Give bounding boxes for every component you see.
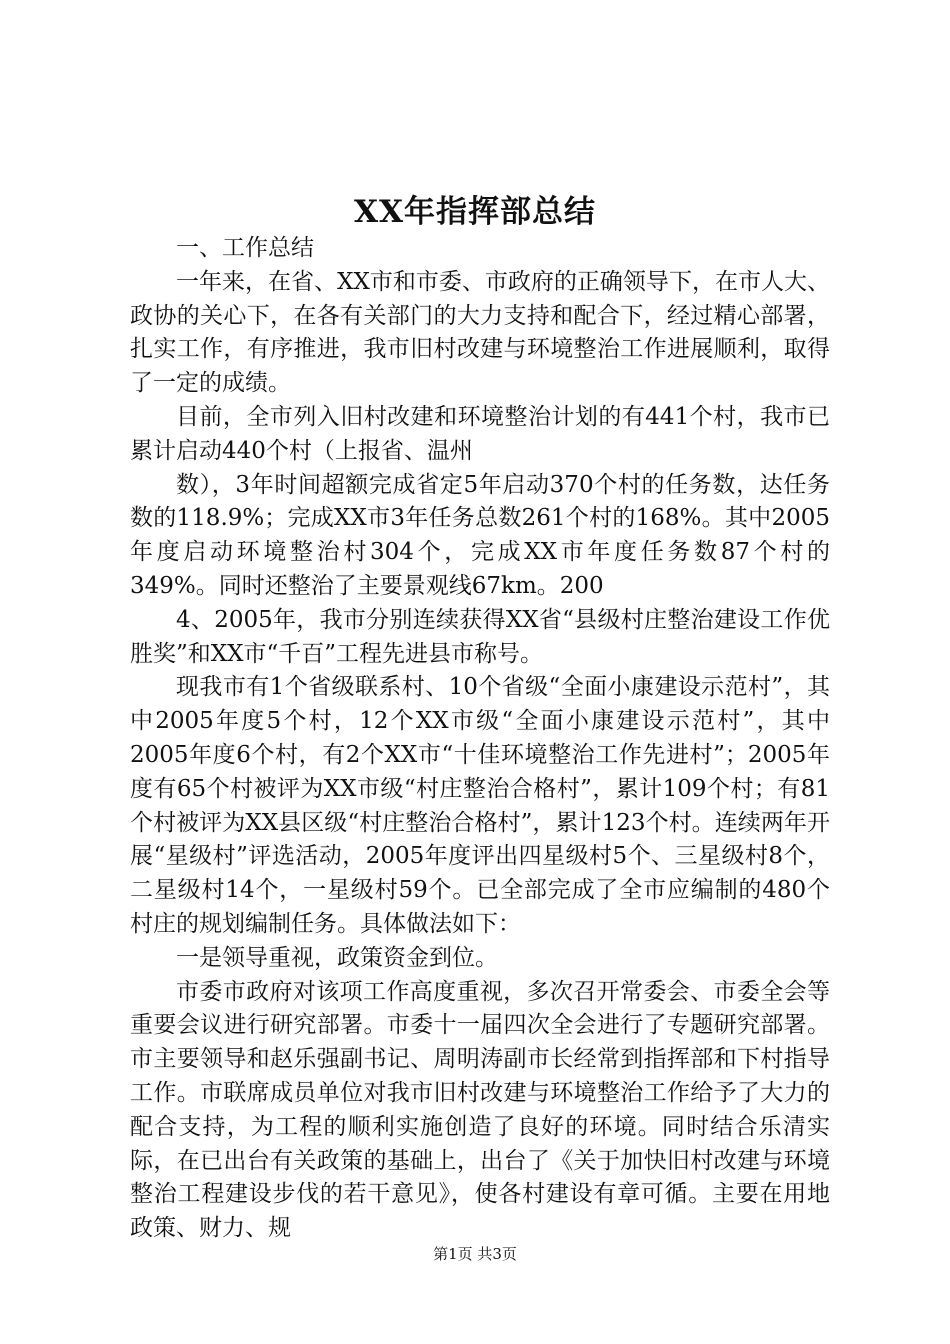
paragraph: 现我市有1个省级联系村、10个省级“全面小康建设示范村”，其中2005年度5个村，12个XX市级“全面小康建设示范村”，其中2005年度6个村，有2个XX市“十佳环境整治工作先进村”；2005年度有65个村被评为XX市级“村庄整治合格村”，累计109个村；有81个村被评为XX县区级“村庄整治合格村”，累计123个村。连续两年开展“星级村”评选活动，2005年度评出四星级村5个、三星级村8个，二星级村14个，一星级村59个。已全部完成了全市应编制的480个村庄的规划编制任务。具体做法如下： [130, 674, 830, 937]
paragraph: 4、2005年，我市分别连续获得XX省“县级村庄整治建设工作优胜奖”和XX市“千百”工程先进县市称号。 [130, 606, 830, 667]
paragraph: 市委市政府对该项工作高度重视，多次召开常委会、市委全会等重要会议进行研究部署。市委十一届四次全会进行了专题研究部署。市主要领导和赵乐强副书记、周明涛副市长经常到指挥部和下村指导工作。市联席成员单位对我市旧村改建与环境整治工作给予了大力的配合支持，为工程的顺利实施创造了良好的环境。同时结合乐清实际，在已出台有关政策的基础上，出台了《关于加快旧村改建与环境整治工程建设步伐的若干意见》，使各村建设有章可循。主要在用地政策、财力、规 [130, 978, 830, 1242]
subheading: 一是领导重视，政策资金到位。 [176, 944, 498, 971]
document-body [130, 232, 830, 1246]
section-heading: 一、工作总结 [176, 235, 314, 261]
page-number-footer: 第1页 共3页 [433, 1245, 517, 1263]
paragraph: 目前，全市列入旧村改建和环境整治计划的有441个村，我市已累计启动440个村（上报省、温州 [130, 403, 830, 464]
paragraph: 数），3年时间超额完成省定5年启动370个村的任务数，达任务数的118.9%；完成XX市3年任务总数261个村的168%。其中2005年度启动环境整治村304个，完成XX市年度任务数87个村的349%。同时还整治了主要景观线67km。200 [130, 471, 830, 599]
document-title: XX年指挥部总结 [353, 194, 597, 230]
paragraph: 一年来，在省、XX市和市委、市政府的正确领导下，在市人大、政协的关心下，在各有关部门的大力支持和配合下，经过精心部署，扎实工作，有序推进，我市旧村改建与环境整治工作进展顺利，取得了一定的成绩。 [130, 268, 830, 397]
